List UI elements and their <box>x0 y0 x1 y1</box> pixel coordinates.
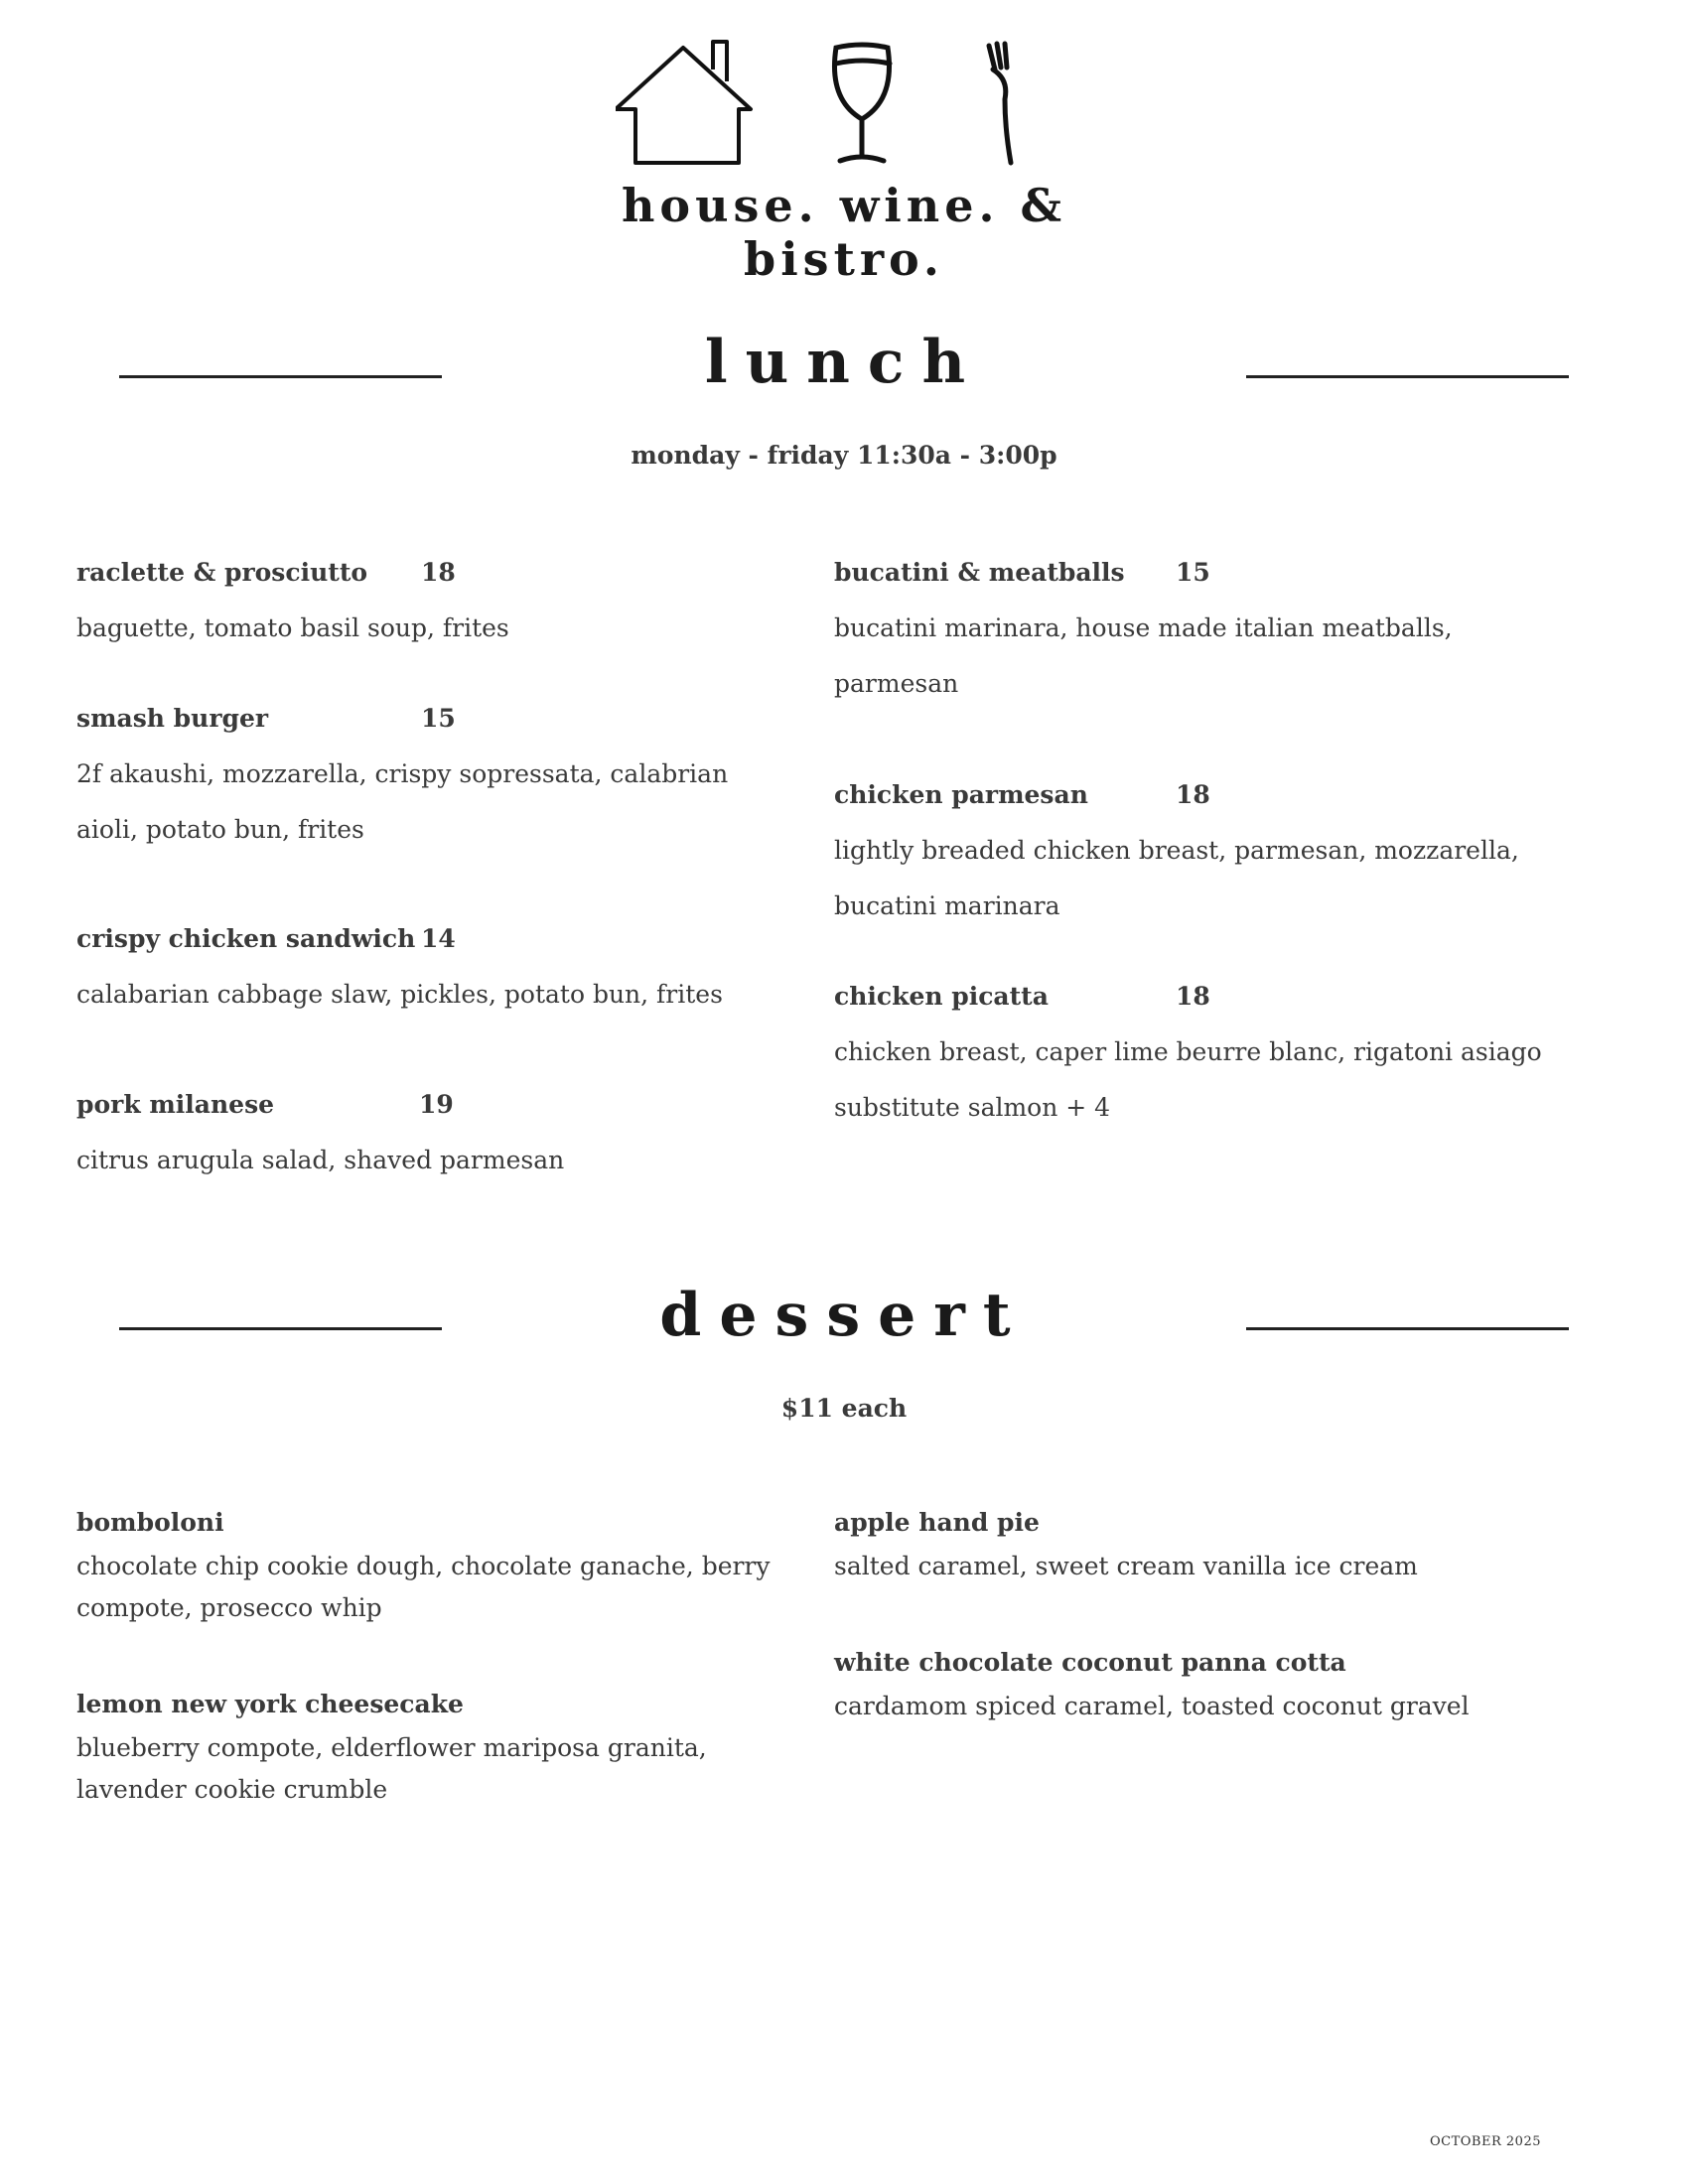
dessert-title: dessert <box>659 1281 1029 1350</box>
menu-item-name: crispy chicken sandwich <box>76 924 416 953</box>
menu-item-price: 18 <box>1176 982 1210 1011</box>
menu-item-desc: 2f akaushi, mozzarella, crispy sopressata, calabrian aioli, potato bun, frites <box>76 759 729 844</box>
menu-item-desc: bucatini marinara, house made italian meatballs, parmesan <box>834 614 1453 698</box>
menu-item-price: 15 <box>421 704 456 733</box>
lunch-title: lunch <box>704 328 984 397</box>
menu-item-name: pork milanese <box>76 1090 275 1119</box>
dessert-item-name: apple hand pie <box>834 1508 1040 1537</box>
menu-item-name: smash burger <box>76 704 269 733</box>
menu-item-price: 15 <box>1176 558 1210 587</box>
lunch-rule-right <box>1246 375 1569 378</box>
lunch-hours: monday - friday 11:30a - 3:00p <box>631 441 1057 470</box>
footer-date: OCTOBER 2025 <box>1430 2134 1541 2149</box>
menu-item-desc: lightly breaded chicken breast, parmesan, mozzarella, bucatini marinara <box>834 836 1519 920</box>
dessert-item-name: white chocolate coconut panna cotta <box>834 1648 1346 1677</box>
logo-icons <box>616 40 1053 169</box>
menu-item-desc: citrus arugula salad, shaved parmesan <box>76 1146 565 1174</box>
logo <box>536 40 1152 286</box>
dessert-item-desc: chocolate chip cookie dough, chocolate ganache, berry compote, prosecco whip <box>76 1552 771 1622</box>
brand-name: house. wine. & bistro. <box>621 179 1067 286</box>
dessert-item-name: lemon new york cheesecake <box>76 1690 464 1718</box>
dessert-item-name: bomboloni <box>76 1508 224 1537</box>
menu-item-desc: baguette, tomato basil soup, frites <box>76 614 509 642</box>
menu-item-price: 18 <box>421 558 456 587</box>
dessert-price-note: $11 each <box>780 1394 908 1423</box>
dessert-item-desc: salted caramel, sweet cream vanilla ice cream <box>834 1552 1418 1580</box>
menu-item-name: chicken picatta <box>834 982 1049 1011</box>
menu-item-desc: chicken breast, caper lime beurre blanc, rigatoni asiago substitute salmon + 4 <box>834 1037 1542 1122</box>
house-icon <box>616 42 751 163</box>
menu-item-desc: calabarian cabbage slaw, pickles, potato bun, frites <box>76 980 723 1009</box>
dessert-rule-right <box>1246 1327 1569 1330</box>
wine-glass-icon <box>834 45 890 161</box>
dessert-item-desc: cardamom spiced caramel, toasted coconut gravel <box>834 1692 1470 1720</box>
menu-item-name: bucatini & meatballs <box>834 558 1125 587</box>
menu-item-price: 19 <box>419 1090 454 1119</box>
dessert-item-desc: blueberry compote, elderflower mariposa granita, lavender cookie crumble <box>76 1733 707 1804</box>
menu-item-name: raclette & prosciutto <box>76 558 368 587</box>
fork-icon <box>989 44 1011 163</box>
menu-item-price: 18 <box>1176 780 1210 809</box>
menu-item-price: 14 <box>421 924 456 953</box>
menu-item-name: chicken parmesan <box>834 780 1088 809</box>
